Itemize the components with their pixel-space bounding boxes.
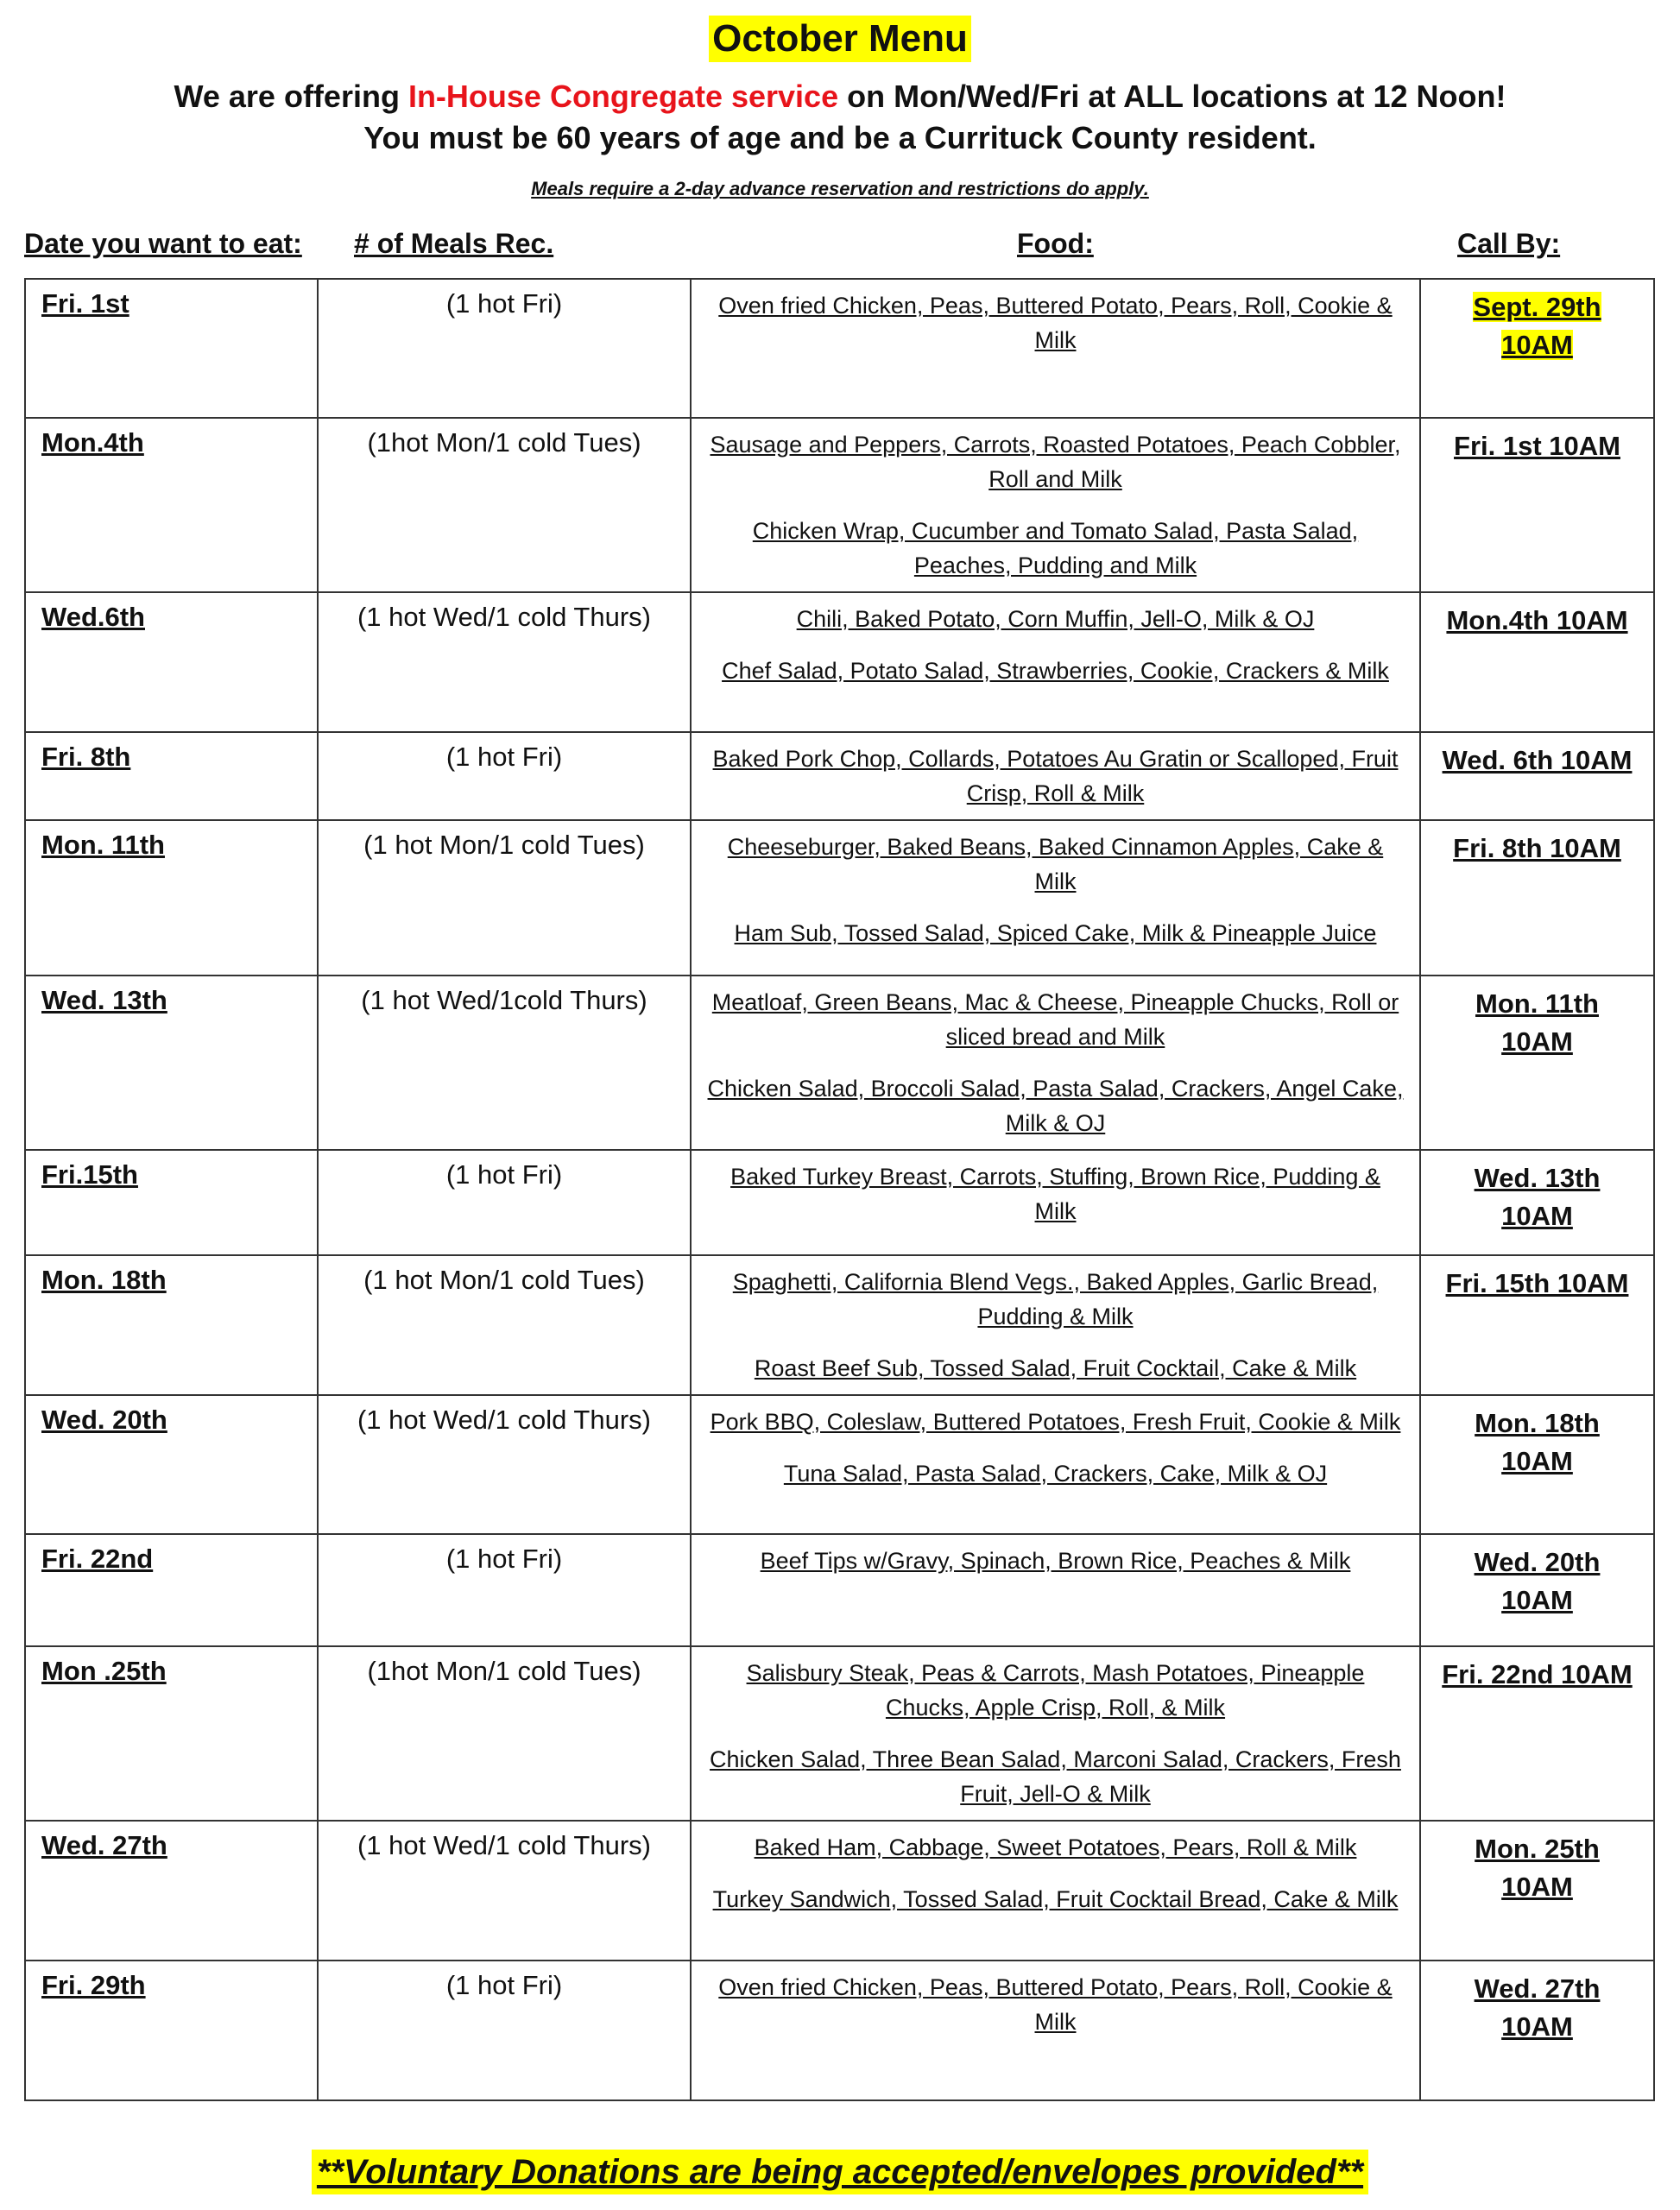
callby-cell [1420,418,1654,592]
callby-deadline: Wed. 27th 10AM [1474,1973,1601,2042]
meals-cell: (1 hot Fri) [318,732,691,820]
callby-deadline: Mon.4th 10AM [1446,605,1628,635]
food-item: Chicken Salad, Broccoli Salad, Pasta Salad, Crackers, Angel Cake, Milk & OJ [707,1076,1404,1136]
donation-text: **Voluntary Donations are being accepted/envelopes provided** [312,2150,1368,2194]
date-cell: Mon .25th [25,1646,318,1821]
congregate-service-highlight: In-House Congregate service [407,79,839,114]
callby-cell [1420,1961,1654,2100]
food-item: Roast Beef Sub, Tossed Salad, Fruit Cocktail, Cake & Milk [754,1355,1357,1381]
menu-table-body [25,279,1654,2100]
callby-deadline: Fri. 15th 10AM [1445,1268,1629,1298]
callby-cell [1420,279,1654,418]
callby-deadline: Mon. 11th 10AM [1475,988,1599,1057]
callby-cell [1420,1395,1654,1534]
page-header [0,16,1680,202]
callby-cell [1420,1646,1654,1821]
food-cell [691,1961,1420,2100]
announcement-suffix: on Mon/Wed/Fri at ALL locations at 12 Noon! [838,79,1506,114]
food-item: Turkey Sandwich, Tossed Salad, Fruit Cocktail Bread, Cake & Milk [712,1886,1399,1912]
column-header-date: Date you want to eat: [24,228,302,259]
food-item: Oven fried Chicken, Peas, Buttered Potato, Pears, Roll, Cookie & Milk [718,1974,1393,2035]
meals-cell: (1hot Mon/1 cold Tues) [318,418,691,592]
food-cell [691,1395,1420,1534]
meals-cell: (1 hot Fri) [318,1534,691,1646]
menu-row [25,592,1654,732]
meals-cell: (1 hot Fri) [318,279,691,418]
date-cell: Fri.15th [25,1150,318,1255]
date-cell: Mon. 18th [25,1255,318,1395]
food-item: Baked Pork Chop, Collards, Potatoes Au Gratin or Scalloped, Fruit Crisp, Roll & Milk [712,746,1399,806]
menu-row [25,1821,1654,1961]
callby-cell [1420,592,1654,732]
callby-cell [1420,1150,1654,1255]
meals-cell: (1 hot Mon/1 cold Tues) [318,820,691,976]
menu-row [25,1961,1654,2100]
food-cell [691,418,1420,592]
food-item: Chicken Salad, Three Bean Salad, Marconi Salad, Crackers, Fresh Fruit, Jell-O & Milk [710,1746,1401,1807]
reservation-note: Meals require a 2-day advance reservation and restrictions do apply. [531,178,1149,199]
callby-deadline: Mon. 25th 10AM [1475,1834,1600,1902]
date-cell: Mon.4th [25,418,318,592]
menu-row [25,820,1654,976]
food-item: Oven fried Chicken, Peas, Buttered Potato, Pears, Roll, Cookie & Milk [718,293,1393,353]
food-item: Tuna Salad, Pasta Salad, Crackers, Cake, Milk & OJ [783,1461,1328,1487]
callby-cell [1420,732,1654,820]
food-cell [691,732,1420,820]
page-title: October Menu [709,16,971,62]
food-item: Baked Turkey Breast, Carrots, Stuffing, Brown Rice, Pudding & Milk [730,1164,1380,1224]
food-cell [691,1255,1420,1395]
date-cell: Wed. 27th [25,1821,318,1961]
column-header-callby: Call By: [1457,228,1561,259]
food-cell [691,592,1420,732]
column-header-meals: # of Meals Rec. [354,228,554,259]
food-cell [691,1150,1420,1255]
date-cell: Wed.6th [25,592,318,732]
food-item: Meatloaf, Green Beans, Mac & Cheese, Pineapple Chucks, Roll or sliced bread and Milk [711,989,1399,1050]
meals-cell: (1 hot Wed/1 cold Thurs) [318,1821,691,1961]
menu-row [25,976,1654,1150]
menu-row [25,1534,1654,1646]
callby-deadline: Wed. 20th 10AM [1474,1547,1601,1615]
service-announcement [0,76,1680,117]
meals-cell: (1 hot Wed/1 cold Thurs) [318,1395,691,1534]
food-item: Spaghetti, California Blend Vegs., Baked Apples, Garlic Bread, Pudding & Milk [732,1269,1379,1329]
food-item: Chef Salad, Potato Salad, Strawberries, Cookie, Crackers & Milk [722,658,1389,684]
food-item: Salisbury Steak, Peas & Carrots, Mash Potatoes, Pineapple Chucks, Apple Crisp, Roll, & Milk [746,1660,1365,1721]
announcement-prefix: We are offering [174,79,408,114]
meals-cell: (1 hot Fri) [318,1150,691,1255]
callby-cell [1420,820,1654,976]
callby-cell [1420,976,1654,1150]
menu-table [24,278,1655,2101]
meals-cell: (1 hot Fri) [318,1961,691,2100]
date-cell: Fri. 1st [25,279,318,418]
meals-cell: (1 hot Wed/1 cold Thurs) [318,592,691,732]
callby-deadline: Fri. 1st 10AM [1454,431,1620,461]
food-cell [691,279,1420,418]
meals-cell: (1 hot Wed/1cold Thurs) [318,976,691,1150]
menu-row [25,732,1654,820]
food-cell [691,1534,1420,1646]
date-cell: Fri. 22nd [25,1534,318,1646]
callby-cell [1420,1534,1654,1646]
food-cell [691,1646,1420,1821]
food-cell [691,976,1420,1150]
food-item: Cheeseburger, Baked Beans, Baked Cinnamon Apples, Cake & Milk [727,834,1384,894]
food-cell [691,1821,1420,1961]
date-cell: Wed. 20th [25,1395,318,1534]
food-item: Pork BBQ, Coleslaw, Buttered Potatoes, Fresh Fruit, Cookie & Milk [710,1409,1401,1435]
callby-deadline: Fri. 22nd 10AM [1442,1659,1633,1689]
menu-row [25,1646,1654,1821]
date-cell: Wed. 13th [25,976,318,1150]
callby-cell [1420,1255,1654,1395]
callby-deadline: Sept. 29th 10AM [1473,292,1601,360]
menu-row [25,1395,1654,1534]
food-item: Ham Sub, Tossed Salad, Spiced Cake, Milk & Pineapple Juice [734,920,1377,946]
menu-row [25,1150,1654,1255]
date-cell: Fri. 29th [25,1961,318,2100]
callby-deadline: Fri. 8th 10AM [1453,833,1621,863]
meals-cell: (1hot Mon/1 cold Tues) [318,1646,691,1821]
food-item: Sausage and Peppers, Carrots, Roasted Potatoes, Peach Cobbler, Roll and Milk [710,432,1401,492]
food-item: Chicken Wrap, Cucumber and Tomato Salad, Pasta Salad, Peaches, Pudding and Milk [752,518,1359,578]
callby-deadline: Mon. 18th 10AM [1475,1408,1600,1476]
callby-deadline: Wed. 6th 10AM [1442,745,1633,775]
date-cell: Fri. 8th [25,732,318,820]
callby-deadline: Wed. 13th 10AM [1474,1163,1601,1231]
date-cell: Mon. 11th [25,820,318,976]
food-item: Baked Ham, Cabbage, Sweet Potatoes, Pears, Roll & Milk [754,1834,1357,1860]
menu-row [25,418,1654,592]
eligibility-notice: You must be 60 years of age and be a Currituck County resident. [363,120,1317,155]
menu-row [25,279,1654,418]
donation-banner [0,2150,1680,2194]
callby-cell [1420,1821,1654,1961]
food-item: Beef Tips w/Gravy, Spinach, Brown Rice, Peaches & Milk [760,1548,1351,1574]
food-cell [691,820,1420,976]
column-header-food: Food: [1017,228,1094,259]
meals-cell: (1 hot Mon/1 cold Tues) [318,1255,691,1395]
food-item: Chili, Baked Potato, Corn Muffin, Jell-O, Milk & OJ [796,606,1315,632]
menu-row [25,1255,1654,1395]
